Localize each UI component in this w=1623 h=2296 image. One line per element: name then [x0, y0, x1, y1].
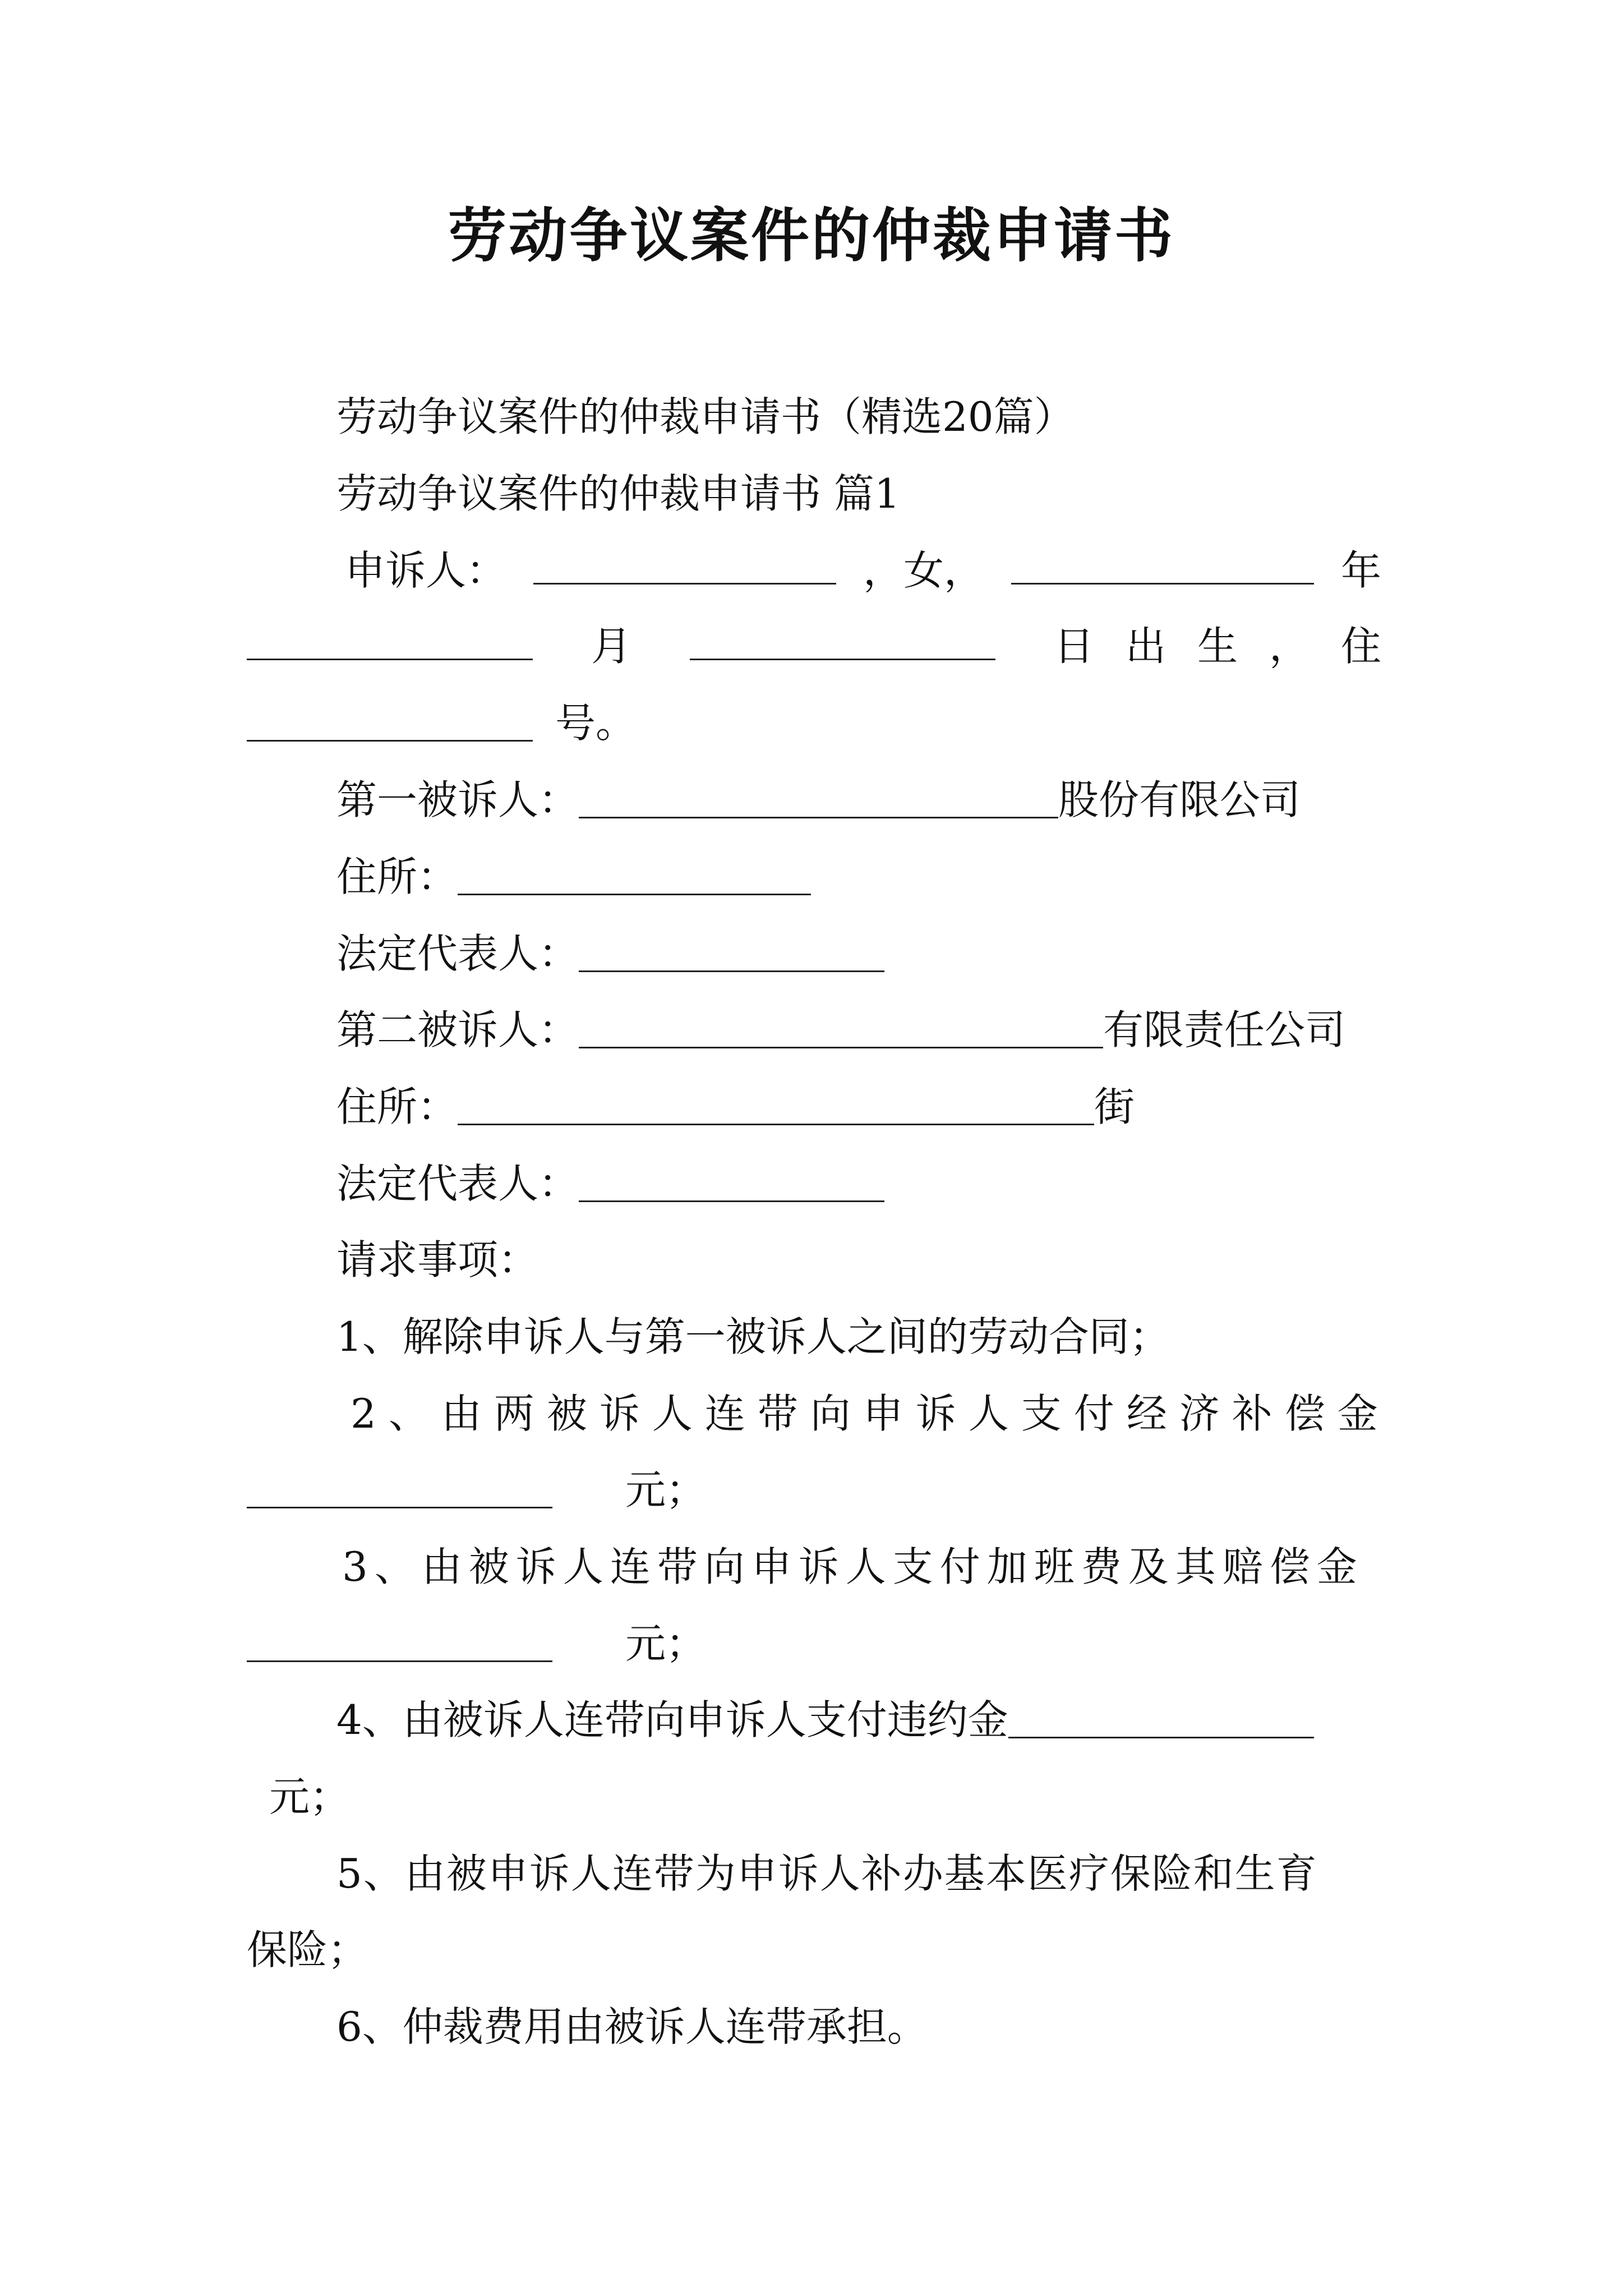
respondent2-name-blank[interactable]	[579, 1012, 1103, 1048]
claim-item-2-unit: 元；	[625, 1466, 707, 1513]
respondent2-address-line	[336, 1079, 1135, 1135]
birth-day-blank[interactable]	[690, 624, 995, 660]
claim-item-5-line-2: 保险；	[247, 1926, 368, 1973]
respondent1-rep-line	[336, 926, 884, 982]
respondent1-line	[336, 772, 1301, 828]
birth-live-label: 日出生，住	[1053, 623, 1413, 670]
month-label: 月	[591, 623, 631, 670]
claim-item-5-line-1: 5、由被申诉人连带为申诉人补办基本医疗保险和生育	[336, 1850, 1318, 1897]
claim-item-3-amount-blank[interactable]	[247, 1626, 552, 1662]
claim-item-4-line	[336, 1692, 1314, 1748]
document-subtitle: 劳动争议案件的仲裁申请书（精选20篇）	[336, 393, 1075, 440]
address-blank[interactable]	[247, 705, 533, 742]
year-label: 年	[1340, 547, 1381, 594]
respondent2-address-blank[interactable]	[458, 1089, 1094, 1125]
claim-item-4: 4、由被诉人连带向申诉人支付违约金	[336, 1696, 1008, 1743]
applicant-gender: ，女，	[863, 547, 984, 594]
respondent1-address-label: 住所：	[336, 853, 458, 900]
respondent2-rep-label: 法定代表人：	[336, 1160, 579, 1207]
respondent1-address-blank[interactable]	[458, 859, 811, 895]
applicant-name-blank[interactable]	[533, 548, 836, 585]
respondent2-rep-blank[interactable]	[579, 1166, 884, 1202]
claims-label: 请求事项：	[336, 1236, 539, 1283]
respondent2-address-suffix: 街	[1094, 1083, 1135, 1130]
applicant-line-3	[247, 695, 636, 751]
respondent2-label: 第二被诉人：	[336, 1006, 579, 1053]
birth-month-blank[interactable]	[247, 624, 533, 660]
birth-year-blank[interactable]	[1011, 548, 1314, 585]
applicant-line-2	[247, 618, 1413, 674]
applicant-label: 申诉人：	[345, 547, 507, 594]
respondent1-rep-blank[interactable]	[579, 936, 884, 972]
document-title: 劳动争议案件的仲裁申请书	[448, 201, 1175, 270]
section-heading: 劳动争议案件的仲裁申请书 篇1	[336, 470, 900, 517]
respondent2-line	[336, 1002, 1345, 1058]
applicant-line-1	[345, 542, 1381, 599]
claim-item-2-amount-line	[247, 1462, 706, 1518]
respondent1-label: 第一被诉人：	[336, 776, 579, 823]
claim-item-1: 1、解除申诉人与第一被诉人之间的劳动合同；	[336, 1313, 1170, 1360]
respondent2-suffix: 有限责任公司	[1103, 1006, 1346, 1053]
number-suffix: 号。	[555, 700, 637, 747]
claim-item-2: 2、由两被诉人连带向申诉人支付经济补偿金	[351, 1390, 1390, 1437]
claim-item-3-amount-line	[247, 1616, 706, 1672]
claim-item-4-unit: 元；	[269, 1773, 351, 1820]
claim-item-3-unit: 元；	[625, 1620, 707, 1667]
respondent2-rep-line	[336, 1156, 884, 1212]
respondent1-suffix: 股份有限公司	[1058, 776, 1301, 823]
claim-item-3: 3、由被诉人连带向申诉人支付加班费及其赔偿金	[342, 1543, 1364, 1590]
respondent1-name-blank[interactable]	[579, 782, 1058, 818]
respondent1-address-line	[336, 849, 811, 905]
claim-item-6: 6、仲裁费用由被诉人连带承担。	[336, 2003, 928, 2050]
respondent2-address-label: 住所：	[336, 1083, 458, 1130]
respondent1-rep-label: 法定代表人：	[336, 930, 579, 977]
claim-item-4-amount-blank[interactable]	[1008, 1702, 1314, 1738]
claim-item-2-amount-blank[interactable]	[247, 1472, 552, 1508]
